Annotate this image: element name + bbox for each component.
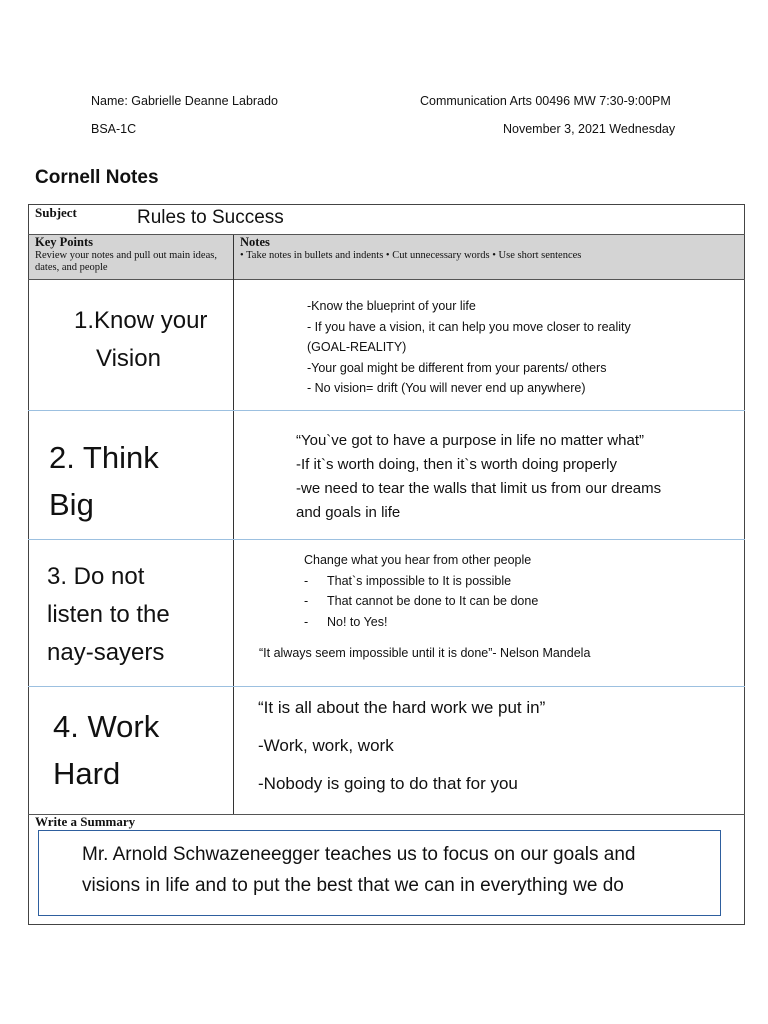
- row-divider: [28, 814, 745, 815]
- note-line: -Know the blueprint of your life: [307, 299, 476, 313]
- notes-title: Notes: [240, 235, 270, 249]
- key-point-line: Big: [49, 487, 94, 522]
- summary-line: Mr. Arnold Schwazeneegger teaches us to focus on our goals and: [82, 844, 636, 865]
- key-point-line: 2. Think: [49, 440, 159, 475]
- note-line: “It is all about the hard work we put in”: [258, 698, 546, 717]
- key-point-line: nay-sayers: [47, 639, 165, 666]
- note-line: - No vision= drift (You will never end up anywhere): [307, 381, 586, 395]
- note-line: - If you have a vision, it can help you move closer to reality: [307, 319, 631, 334]
- key-point-1: [74, 302, 207, 378]
- notes-1: [307, 296, 631, 399]
- row-divider: [28, 410, 745, 411]
- subject-value: Rules to Success: [137, 207, 284, 228]
- note-line: -Nobody is going to do that for you: [258, 774, 518, 793]
- row-divider: [28, 539, 745, 540]
- bullet-text: No! to Yes!: [327, 614, 388, 629]
- section: BSA-1C: [91, 122, 137, 136]
- summary-box: [38, 830, 721, 916]
- quote: “It always seem impossible until it is done”- Nelson Mandela: [259, 646, 591, 660]
- divider: [28, 279, 745, 280]
- key-point-line: Hard: [53, 756, 121, 791]
- list-item: [304, 571, 538, 592]
- notes-3: [304, 550, 538, 632]
- key-point-line: listen to the: [47, 601, 170, 628]
- dash: -: [304, 573, 309, 588]
- notes-4: [258, 689, 545, 803]
- note-line: -Work, work, work: [258, 736, 394, 755]
- notes-2: [296, 429, 661, 525]
- note-line: “You`ve got to have a purpose in life no matter what”: [296, 432, 644, 449]
- student-name: Name: Gabrielle Deanne Labrado: [91, 94, 278, 108]
- summary-line: visions in life and to put the best that we can in everything we do: [82, 875, 624, 896]
- list-item: [304, 591, 538, 612]
- note-line: and goals in life: [296, 504, 401, 521]
- key-point-4: [53, 703, 159, 797]
- bullet-text: That cannot be done to It can be done: [327, 594, 539, 608]
- note-line: -If it`s worth doing, then it`s worth doing properly: [296, 456, 617, 473]
- summary-label: Write a Summary: [35, 814, 136, 829]
- dash: -: [304, 614, 309, 629]
- key-point-3: [47, 558, 170, 672]
- dash: -: [304, 594, 309, 608]
- key-points-desc: Review your notes and pull out main ideas, dates, and people: [35, 250, 217, 273]
- key-points-title: Key Points: [35, 235, 93, 249]
- key-point-line: 3. Do not: [47, 563, 145, 590]
- note-line: Change what you hear from other people: [304, 553, 532, 567]
- key-point-line: 4. Work: [53, 709, 160, 744]
- key-point-line: Vision: [96, 345, 161, 372]
- key-points-header: [35, 235, 231, 274]
- notes-desc: • Take notes in bullets and indents • Cut unnecessary words • Use short sentences: [240, 250, 582, 261]
- subject-label: Subject: [35, 205, 77, 220]
- page-title: Cornell Notes: [35, 167, 159, 188]
- note-line: -we need to tear the walls that limit us from our dreams: [296, 480, 662, 497]
- note-line: (GOAL-REALITY): [307, 340, 407, 354]
- note-line: -Your goal might be different from your parents/ others: [307, 360, 607, 375]
- bullet-text: That`s impossible to It is possible: [327, 573, 512, 588]
- row-divider: [28, 686, 745, 687]
- column-divider: [233, 235, 234, 814]
- key-point-line: 1.Know your: [74, 307, 208, 334]
- key-point-2: [49, 434, 159, 528]
- course-info: Communication Arts 00496 MW 7:30-9:00PM: [420, 94, 671, 108]
- notes-header: [240, 235, 740, 262]
- list-item: [304, 612, 538, 633]
- date: November 3, 2021 Wednesday: [503, 122, 676, 136]
